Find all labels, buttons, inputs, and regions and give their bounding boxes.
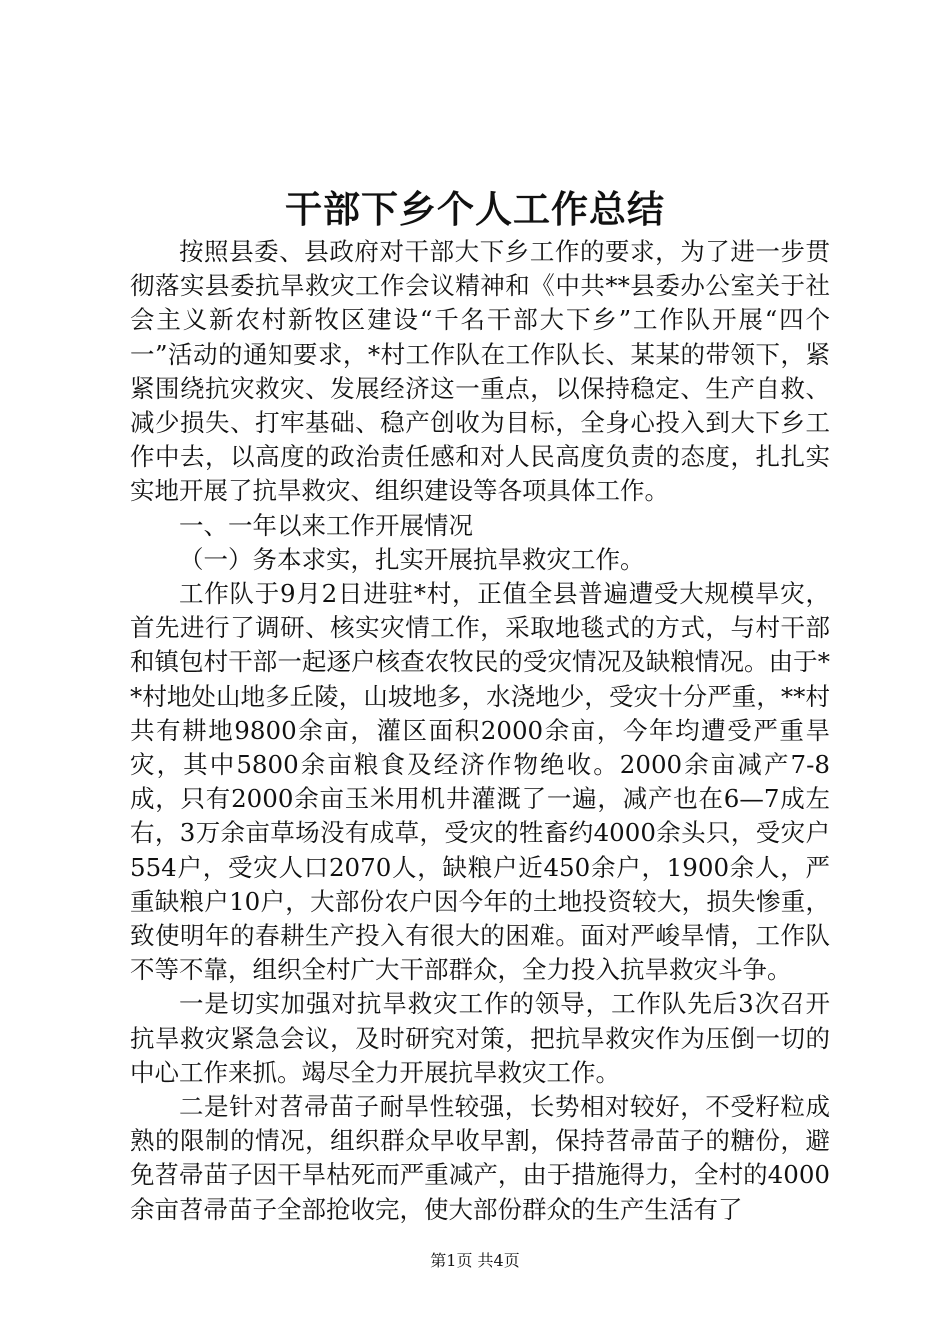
- paragraph-disaster-situation: 工作队于9月2日进驻*村，正值全县普遍遭受大规模旱灾，首先进行了调研、核实灾情工作，采取地毯式的方式，与村干部和镇包村干部一起逐户核查农牧民的受灾情况及缺粮情况。由于**村地处山地多丘陵，山坡地多，水浇地少，受灾十分严重，**村共有耕地9800余亩，灌区面积2000余亩，今年均遭受严重旱灾，其中5800余亩粮食及经济作物绝收。2000余亩减产7-8成，只有2000余亩玉米用机井灌溉了一遍，减产也在6—7成左右，3万余亩草场没有成草，受灾的牲畜约4000余头只，受灾户554户，受灾人口2070人，缺粮户近450余户，1900余人，严重缺粮户10户，大部份农户因今年的土地投资较大，损失惨重，致使明年的春耕生产投入有很大的困难。面对严峻旱情，工作队不等不靠，组织全村广大干部群众，全力投入抗旱救灾斗争。: [130, 579, 830, 985]
- section-heading: 一、一年以来工作开展情况: [179, 510, 473, 540]
- document-title: 干部下乡个人工作总结: [285, 187, 665, 231]
- paragraph-point-one: 一是切实加强对抗旱救灾工作的领导，工作队先后3次召开抗旱救灾紧急会议，及时研究对策，把抗旱救灾作为压倒一切的中心工作来抓。竭尽全力开展抗旱救灾工作。: [130, 989, 830, 1087]
- document-body: [130, 235, 830, 1227]
- subsection-heading: （一）务本求实，扎实开展抗旱救灾工作。: [179, 544, 645, 574]
- page-number-footer: 第1页 共4页: [430, 1251, 520, 1270]
- paragraph-point-two: 二是针对苕帚苗子耐旱性较强，长势相对较好，不受籽粒成熟的限制的情况，组织群众早收早割，保持苕帚苗子的糖份，避免苕帚苗子因干旱枯死而严重减产，由于措施得力，全村的4000余亩苕帚苗子全部抢收完，使大部份群众的生产生活有了: [130, 1092, 830, 1224]
- paragraph-intro: 按照县委、县政府对干部大下乡工作的要求，为了进一步贯彻落实县委抗旱救灾工作会议精神和《中共**县委办公室关于社会主义新农村新牧区建设“千名干部大下乡”工作队开展“四个一”活动的通知要求，*村工作队在工作队长、某某的带领下，紧紧围绕抗灾救灾、发展经济这一重点，以保持稳定、生产自救、减少损失、打牢基础、稳产创收为目标，全身心投入到大下乡工作中去，以高度的政治责任感和对人民高度负责的态度，扎扎实实地开展了抗旱救灾、组织建设等各项具体工作。: [130, 237, 830, 506]
